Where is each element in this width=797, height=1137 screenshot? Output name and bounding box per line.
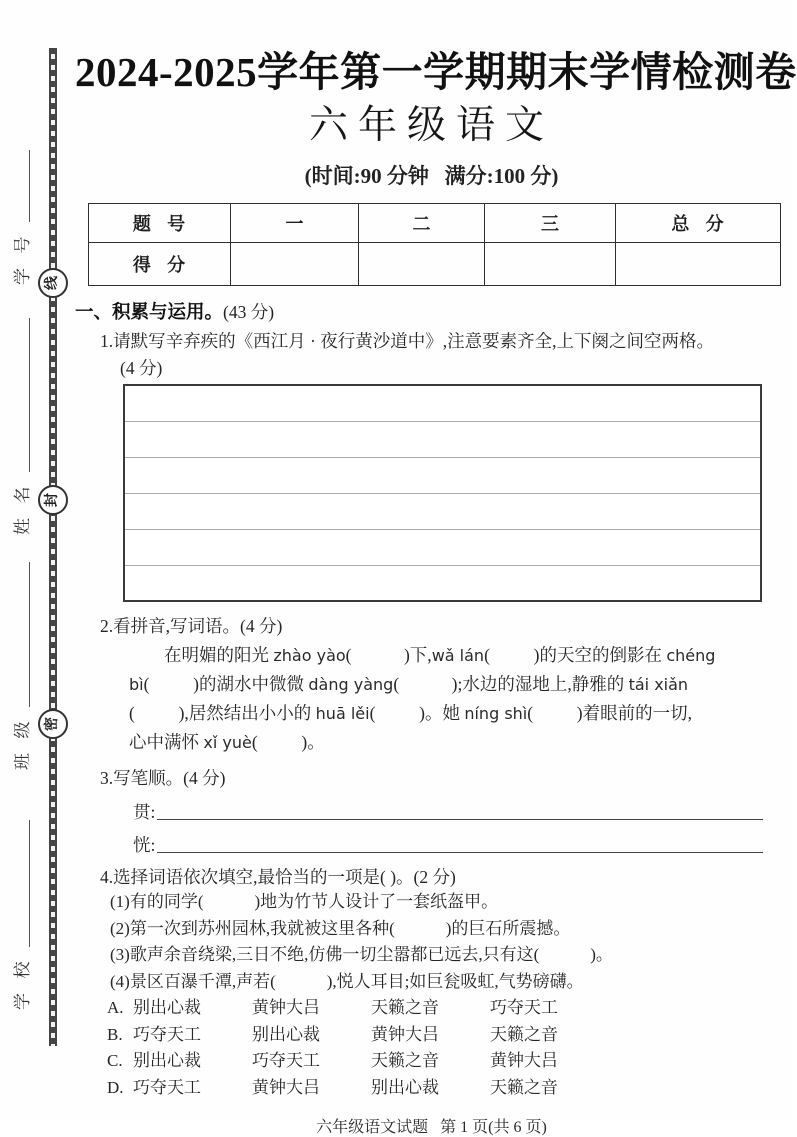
q4-options [75, 995, 788, 1101]
pinyin-segment: zhào yào [273, 646, 346, 666]
q4-option-phrase: 别出心裁 [252, 1024, 320, 1044]
q4-option-phrase: 巧夺天工 [133, 1077, 201, 1097]
q4-option-phrase: 别出心裁 [133, 998, 201, 1018]
hanzi-segment: 在明媚的阳光 [164, 645, 274, 666]
page-footer: 六年级语文试题 第 1 页(共 6 页) [316, 1119, 547, 1137]
q4-option-phrase: 巧夺天工 [252, 1051, 320, 1071]
student-name-label: 姓名 [12, 472, 32, 535]
q4-sub-question: (1)有的同学( )地为竹节人设计了一套纸盔甲。 [110, 892, 499, 912]
q4-option-phrase: 黄钟大吕 [252, 1077, 320, 1097]
q4-option-letter: A. [107, 998, 124, 1018]
q1-answer-box[interactable] [123, 384, 762, 602]
q4-sub-question: (2)第一次到苏州园林,我就被这里各种( )的巨石所震撼。 [110, 918, 571, 938]
q1-answer-line[interactable] [125, 493, 760, 529]
hanzi-segment: 心中满怀 [129, 732, 204, 753]
school-blank[interactable] [29, 820, 30, 947]
score-table-header-question: 题号 [89, 204, 231, 243]
q4-option-phrase: 巧夺天工 [490, 998, 558, 1018]
section1-score: (43 分) [223, 302, 275, 323]
section1-heading [75, 298, 788, 324]
hanzi-segment: ( )下, [345, 645, 432, 666]
score-row-label: 得分 [89, 243, 231, 286]
class-label: 班级 [12, 707, 32, 770]
q1-answer-line[interactable] [125, 457, 760, 493]
q4-option-phrase: 黄钟大吕 [252, 998, 320, 1018]
hanzi-segment: ( );水边的湿地上,静雅的 [393, 674, 629, 695]
q4-option-phrase: 天籁之音 [490, 1077, 558, 1097]
class-field[interactable] [6, 562, 34, 770]
exam-meta-line: (时间:90 分钟 满分:100 分) [304, 164, 559, 189]
q2-line [129, 641, 779, 670]
seal-badge-xian [38, 268, 68, 298]
score-table-header-part2: 二 [359, 204, 485, 243]
pinyin-segment: dàng yàng [308, 675, 394, 695]
pinyin-segment: chéng [666, 646, 716, 666]
pinyin-segment: tái xiǎn [628, 675, 689, 695]
stroke-blank-huang[interactable] [157, 852, 763, 853]
stroke-blank-guan[interactable] [157, 819, 763, 820]
score-cell-part2[interactable] [359, 243, 485, 286]
seal-badge-feng [38, 485, 68, 515]
q4-option-phrase: 别出心裁 [133, 1051, 201, 1071]
score-cell-part1[interactable] [231, 243, 359, 286]
exam-title: 2024-2025学年第一学期期末学情检测卷 [75, 49, 797, 95]
q4-option-phrase: 黄钟大吕 [371, 1024, 439, 1044]
question1-score: (4 分) [120, 358, 163, 379]
question2-text: 2.看拼音,写词语。(4 分) [100, 616, 283, 637]
q2-line [129, 699, 779, 728]
hanzi-segment: ( )着眼前的一切, [527, 703, 693, 724]
q4-sub-question: (4)景区百瀑千潭,声若( ),悦人耳目;如巨瓮吸虹,气势磅礴。 [110, 971, 584, 991]
stroke-label-huang: 恍: [133, 835, 156, 856]
hanzi-segment: ( )。她 [369, 703, 465, 724]
q2-line [129, 670, 779, 699]
seal-char-xian: 线 [45, 276, 60, 290]
stroke-order-row-guan [133, 794, 763, 823]
seal-char-mi: 密 [45, 717, 60, 731]
hanzi-segment: ( )的天空的倒影在 [484, 645, 667, 666]
q4-option-row[interactable] [107, 1022, 788, 1049]
student-id-field[interactable] [6, 150, 34, 285]
q4-option-row[interactable] [107, 1048, 788, 1075]
q1-answer-line[interactable] [125, 565, 760, 601]
q4-option-phrase: 黄钟大吕 [490, 1051, 558, 1071]
class-blank[interactable] [29, 562, 30, 707]
q1-answer-line[interactable] [125, 386, 760, 421]
pinyin-segment: huā lěi [315, 704, 370, 724]
score-cell-total[interactable] [616, 243, 781, 286]
q4-subquestions [75, 889, 788, 995]
q4-sub-question: (3)歌声余音绕梁,三日不绝,仿佛一切尘嚣都已远去,只有这( )。 [110, 945, 613, 965]
score-table-header-total: 总分 [616, 204, 781, 243]
q2-line [129, 728, 779, 757]
school-field[interactable] [6, 820, 34, 1010]
q4-option-phrase: 巧夺天工 [133, 1024, 201, 1044]
q4-option-phrase: 天籁之音 [490, 1024, 558, 1044]
question1-text: 1.请默写辛弃疾的《西江月 · 夜行黄沙道中》,注意要素齐全,上下阕之间空两格。 [100, 331, 714, 352]
q4-option-phrase: 别出心裁 [371, 1077, 439, 1097]
q4-option-row[interactable] [107, 1075, 788, 1102]
section1-title: 一、积累与运用。 [75, 301, 224, 323]
score-table-header-part3: 三 [485, 204, 616, 243]
student-name-field[interactable] [6, 318, 34, 535]
q1-answer-line[interactable] [125, 421, 760, 457]
score-table [88, 203, 781, 286]
q4-option-letter: D. [107, 1077, 124, 1097]
question3-text: 3.写笔顺。(4 分) [100, 768, 226, 789]
q4-option-letter: C. [107, 1051, 123, 1071]
seal-char-feng: 封 [45, 493, 60, 507]
school-label: 学校 [12, 947, 32, 1010]
q4-option-phrase: 天籁之音 [371, 998, 439, 1018]
stroke-order-row-huang [133, 827, 763, 856]
pinyin-segment: wǎ lán [431, 646, 485, 666]
student-id-blank[interactable] [29, 150, 30, 222]
q4-option-letter: B. [107, 1024, 123, 1044]
pinyin-segment: xǐ yuè [203, 733, 252, 753]
main-content [75, 0, 797, 1137]
q4-option-row[interactable] [107, 995, 788, 1022]
stroke-label-guan: 贯: [133, 802, 156, 823]
seal-badge-mi [38, 709, 68, 739]
question4-text: 4.选择词语依次填空,最恰当的一项是( )。(2 分) [100, 867, 456, 888]
q2-paragraph [129, 641, 779, 757]
student-id-label: 学号 [12, 222, 32, 285]
score-cell-part3[interactable] [485, 243, 616, 286]
exam-subtitle: 六年级语文 [308, 104, 554, 148]
pinyin-segment: níng shì [464, 704, 528, 724]
hanzi-segment: ( )的湖水中微微 [143, 674, 309, 695]
binding-stitch-line [49, 48, 57, 1046]
student-name-blank[interactable] [29, 318, 30, 472]
pinyin-segment: bì [129, 675, 144, 695]
q1-answer-line[interactable] [125, 529, 760, 565]
hanzi-segment: ( )。 [251, 732, 325, 753]
q4-option-phrase: 天籁之音 [371, 1051, 439, 1071]
score-table-header-part1: 一 [231, 204, 359, 243]
hanzi-segment: ( ),居然结出小小的 [129, 703, 316, 724]
